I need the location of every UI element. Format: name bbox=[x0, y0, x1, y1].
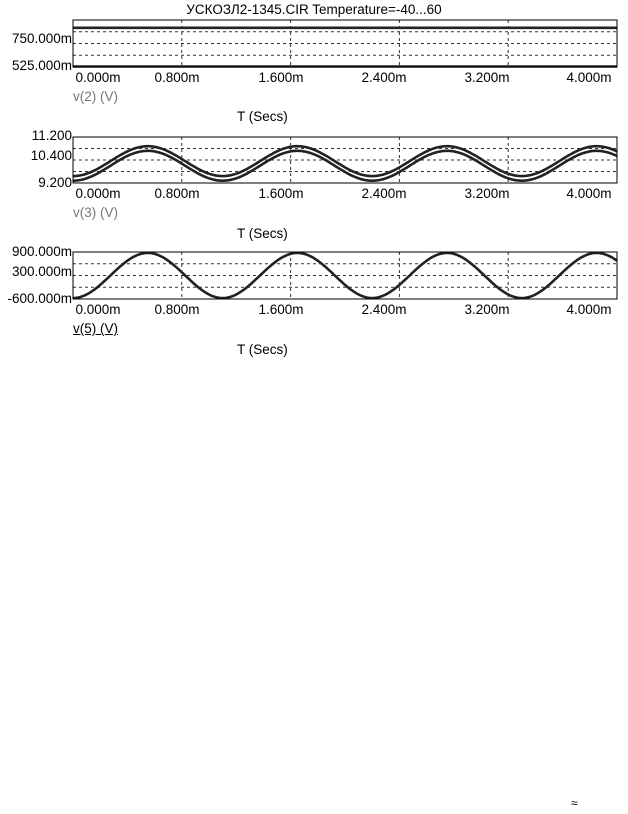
y-tick-label: 525.000m bbox=[11, 58, 72, 73]
y-axis-label: v(3) (V) bbox=[73, 205, 118, 220]
x-tick-label: 1.600m bbox=[258, 70, 304, 85]
x-tick-label: 2.400m bbox=[361, 70, 407, 85]
x-tick-label: 0.800m bbox=[154, 70, 200, 85]
x-tick-label: 1.600m bbox=[258, 302, 304, 317]
y-tick-label: 750.000m bbox=[11, 31, 72, 46]
x-tick-label: 1.600m bbox=[258, 186, 304, 201]
x-axis-label: T (Secs) bbox=[237, 109, 288, 124]
x-tick-label: 2.400m bbox=[361, 186, 407, 201]
y-tick-label: 300.000m bbox=[11, 264, 72, 279]
approx-symbol: ≈ bbox=[571, 796, 578, 810]
x-tick-label: 2.400m bbox=[361, 302, 407, 317]
y-tick-label: 9.200 bbox=[38, 175, 72, 190]
y-tick-label: 10.400 bbox=[30, 148, 72, 163]
x-tick-label: 4.000m bbox=[566, 302, 612, 317]
y-tick-label: 11.200 bbox=[31, 128, 72, 143]
x-tick-label: 0.800m bbox=[154, 302, 200, 317]
x-tick-label: 3.200m bbox=[464, 70, 510, 85]
x-tick-label: 0.000m bbox=[75, 302, 121, 317]
x-axis-label: T (Secs) bbox=[237, 226, 288, 241]
chart-title: УСКОЗЛ2-1345.CIR Temperature=-40...60 bbox=[186, 2, 442, 17]
x-tick-label: 3.200m bbox=[464, 186, 510, 201]
x-tick-label: 0.000m bbox=[75, 70, 121, 85]
y-tick-label: 900.000m bbox=[11, 244, 72, 259]
x-tick-label: 4.000m bbox=[566, 70, 612, 85]
x-axis-label: T (Secs) bbox=[237, 342, 288, 357]
x-tick-label: 0.800m bbox=[154, 186, 200, 201]
x-tick-label: 0.000m bbox=[75, 186, 121, 201]
y-axis-label: v(2) (V) bbox=[73, 89, 118, 104]
y-tick-label: -600.000m bbox=[7, 291, 72, 306]
x-tick-label: 4.000m bbox=[566, 186, 612, 201]
y-axis-label: v(5) (V) bbox=[73, 321, 118, 336]
x-tick-label: 3.200m bbox=[464, 302, 510, 317]
